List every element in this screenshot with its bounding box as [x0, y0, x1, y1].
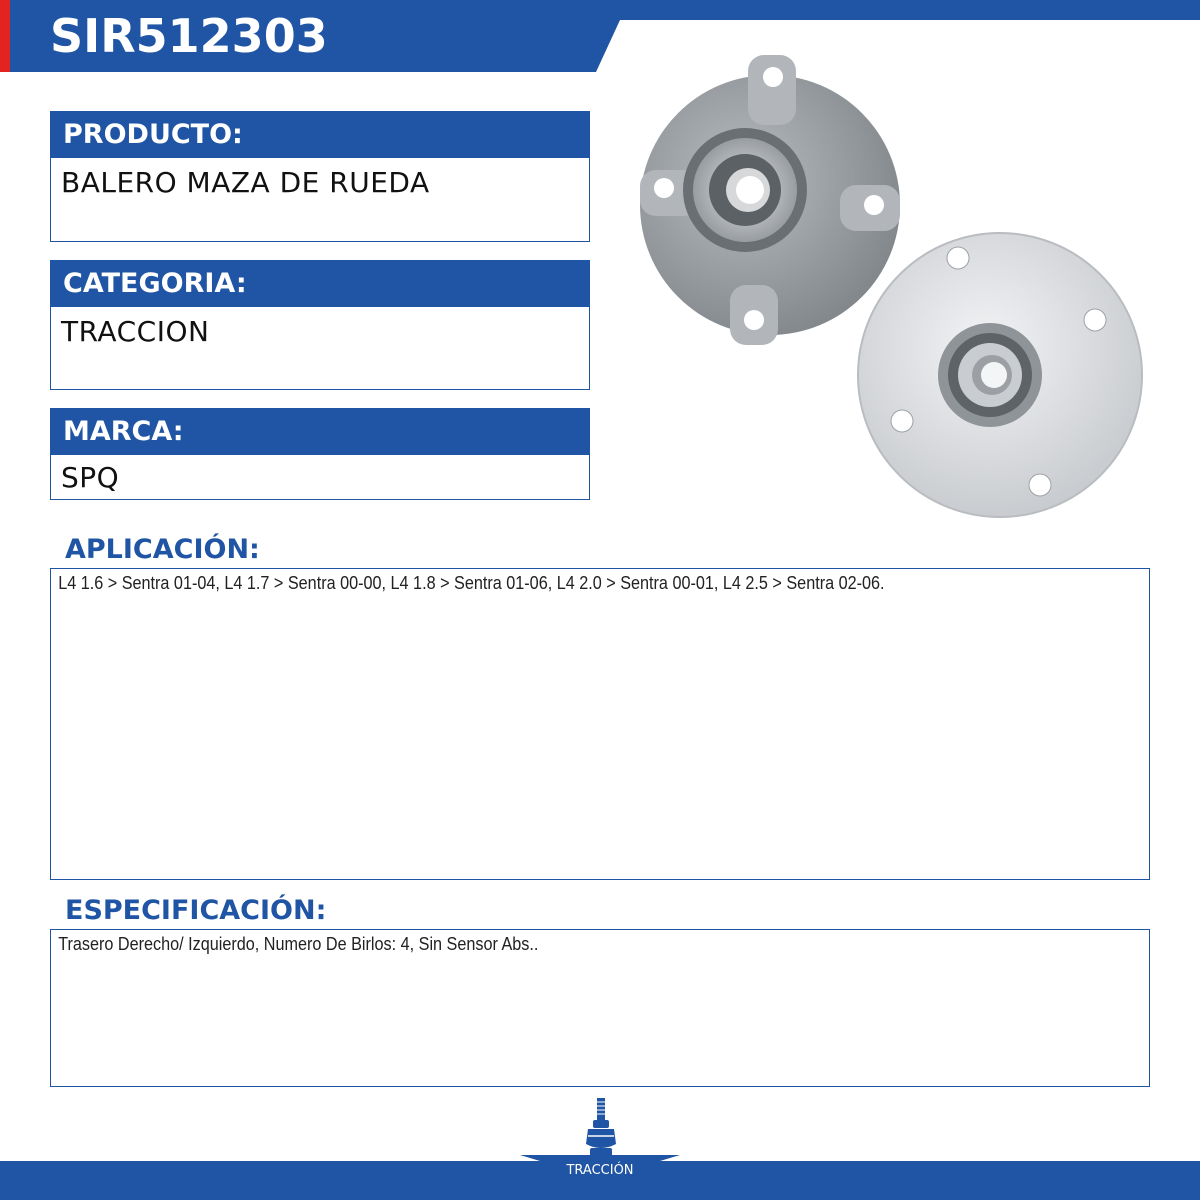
part-number: SIR512303: [50, 9, 328, 63]
category-label: CATEGORIA:: [51, 261, 589, 307]
product-value: BALERO MAZA DE RUEDA: [61, 166, 430, 199]
specification-text: Trasero Derecho/ Izquierdo, Numero De Birlos: 4, Sin Sensor Abs..: [58, 934, 539, 954]
cv-joint-icon: [584, 1098, 618, 1160]
product-image: [630, 55, 1150, 535]
specification-title: ESPECIFICACIÓN:: [65, 895, 327, 926]
product-label: PRODUCTO:: [51, 112, 589, 158]
brand-value: SPQ: [61, 461, 120, 494]
application-title: APLICACIÓN:: [65, 534, 260, 565]
specification-box: [50, 929, 1150, 1087]
category-box: [50, 260, 590, 390]
application-box: [50, 568, 1150, 880]
application-text: L4 1.6 > Sentra 01-04, L4 1.7 > Sentra 00-00, L4 1.8 > Sentra 01-06, L4 2.0 > Sentra 00-01, L4 2.5 > Sentra 02-06.: [58, 573, 885, 593]
product-box: [50, 111, 590, 242]
brand-label: MARCA:: [51, 409, 589, 455]
footer-category-label: TRACCIÓN: [566, 1163, 634, 1178]
category-value: TRACCION: [61, 315, 210, 348]
brand-box: [50, 408, 590, 500]
